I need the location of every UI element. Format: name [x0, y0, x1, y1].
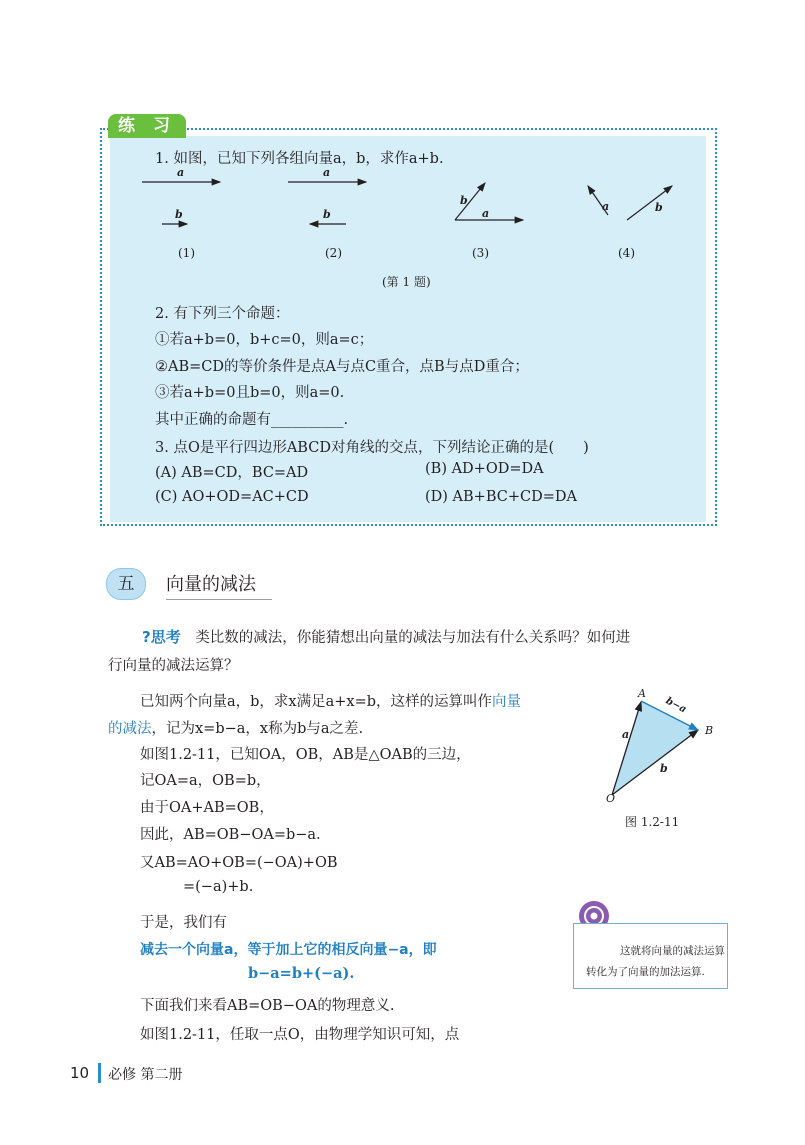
- term-subtraction: 的减法: [108, 721, 152, 737]
- book-title: 必修 第二册: [108, 1067, 183, 1083]
- q1-label-b1: b: [175, 208, 183, 221]
- para5: 因此，AB=OB−OA=b−a.: [140, 827, 321, 843]
- section-title: 向量的减法: [166, 570, 272, 600]
- q1-label-b2: b: [323, 208, 331, 221]
- para2: 如图1.2-11，已知OA，OB，AB是△OAB的三边，: [140, 747, 471, 763]
- para1-end: ，记为x=b−a，x称为b与a之差.: [151, 721, 364, 737]
- q1-fig-label-3: (3): [472, 246, 489, 260]
- q1-label-a1: a: [177, 166, 185, 179]
- term-vector: 向量: [492, 694, 522, 710]
- figure-point-b: B: [705, 724, 714, 737]
- q1-fig-label-2: (2): [325, 246, 342, 260]
- side-note: [573, 923, 728, 989]
- q3-title: 3. 点O是平行四边形ABCD对角线的交点，下列结论正确的是( ): [155, 440, 589, 456]
- think-line1: [142, 626, 630, 647]
- q3-option-d: (D) AB+BC+CD=DA: [425, 489, 577, 505]
- para6: 又AB=AO+OB=(−OA)+OB: [140, 855, 338, 871]
- para10: 如图1.2-11，任取一点O，由物理学知识可知，点: [140, 1027, 460, 1043]
- exercise-tab: 练 习: [108, 114, 186, 138]
- q1-label-a3: a: [482, 207, 490, 220]
- side-note-line2: 转化为了向量的加法运算.: [586, 966, 705, 978]
- section-number: 五: [106, 568, 146, 600]
- q3-option-c: (C) AO+OD=AC+CD: [155, 489, 309, 505]
- para4: 由于OA+AB=OB，: [140, 800, 274, 816]
- think-text1: 类比数的减法，你能猜想出向量的减法与加法有什么关系吗？如何进: [195, 630, 631, 646]
- para1-a: [140, 690, 521, 711]
- figure-point-a: A: [638, 687, 646, 700]
- q2-title: 2. 有下列三个命题：: [155, 306, 290, 322]
- q1-fig-label-1: (1): [178, 246, 195, 260]
- rule-line2: b−a=b+(−a).: [248, 965, 355, 982]
- q3-option-b: (B) AD+OD=DA: [425, 461, 544, 477]
- figure-caption: 图 1.2-11: [625, 815, 680, 829]
- think-line2: 行向量的减法运算？: [108, 658, 239, 674]
- q2-item2: ②AB=CD的等价条件是点A与点C重合，点B与点D重合；: [155, 359, 529, 375]
- figure-point-o: O: [606, 792, 616, 805]
- para3: 记OA=a，OB=b，: [140, 773, 271, 789]
- q1-label-a2: a: [323, 166, 331, 179]
- q1-label-b3: b: [460, 194, 468, 207]
- q1-text: 1. 如图，已知下列各组向量a，b，求作a+b.: [155, 151, 444, 167]
- side-note-line1: 这就将向量的减法运算: [620, 945, 725, 957]
- figure-label-a: a: [622, 728, 630, 741]
- q1-label-b4: b: [655, 201, 663, 214]
- para8: 于是，我们有: [140, 915, 227, 931]
- page-number: 10: [70, 1064, 90, 1082]
- para7: =(−a)+b.: [183, 879, 254, 895]
- q2-blank: 其中正确的命题有__________.: [155, 412, 349, 428]
- q1-fig-label-4: (4): [618, 246, 635, 260]
- q3-option-a: (A) AB=CD，BC=AD: [155, 465, 309, 481]
- q1-label-a4: a: [602, 200, 610, 213]
- q2-item1: ①若a+b=0，b+c=0，则a=c；: [155, 332, 374, 348]
- para9: 下面我们来看AB=OB−OA的物理意义.: [140, 998, 395, 1014]
- q1-caption: (第 1 题): [382, 275, 431, 289]
- footer-divider: [98, 1063, 101, 1083]
- q2-item3: ③若a+b=0且b=0，则a=0.: [155, 385, 345, 401]
- think-label: ?思考: [142, 628, 181, 646]
- rule-line1: 减去一个向量a，等于加上它的相反向量−a，即: [140, 942, 437, 958]
- para1-text: 已知两个向量a，b，求x满足a+x=b，这样的运算叫作: [140, 694, 493, 710]
- para1-b: [108, 717, 363, 738]
- figure-label-b: b: [660, 762, 668, 775]
- figure-label-b-minus-a: b−a: [663, 695, 689, 716]
